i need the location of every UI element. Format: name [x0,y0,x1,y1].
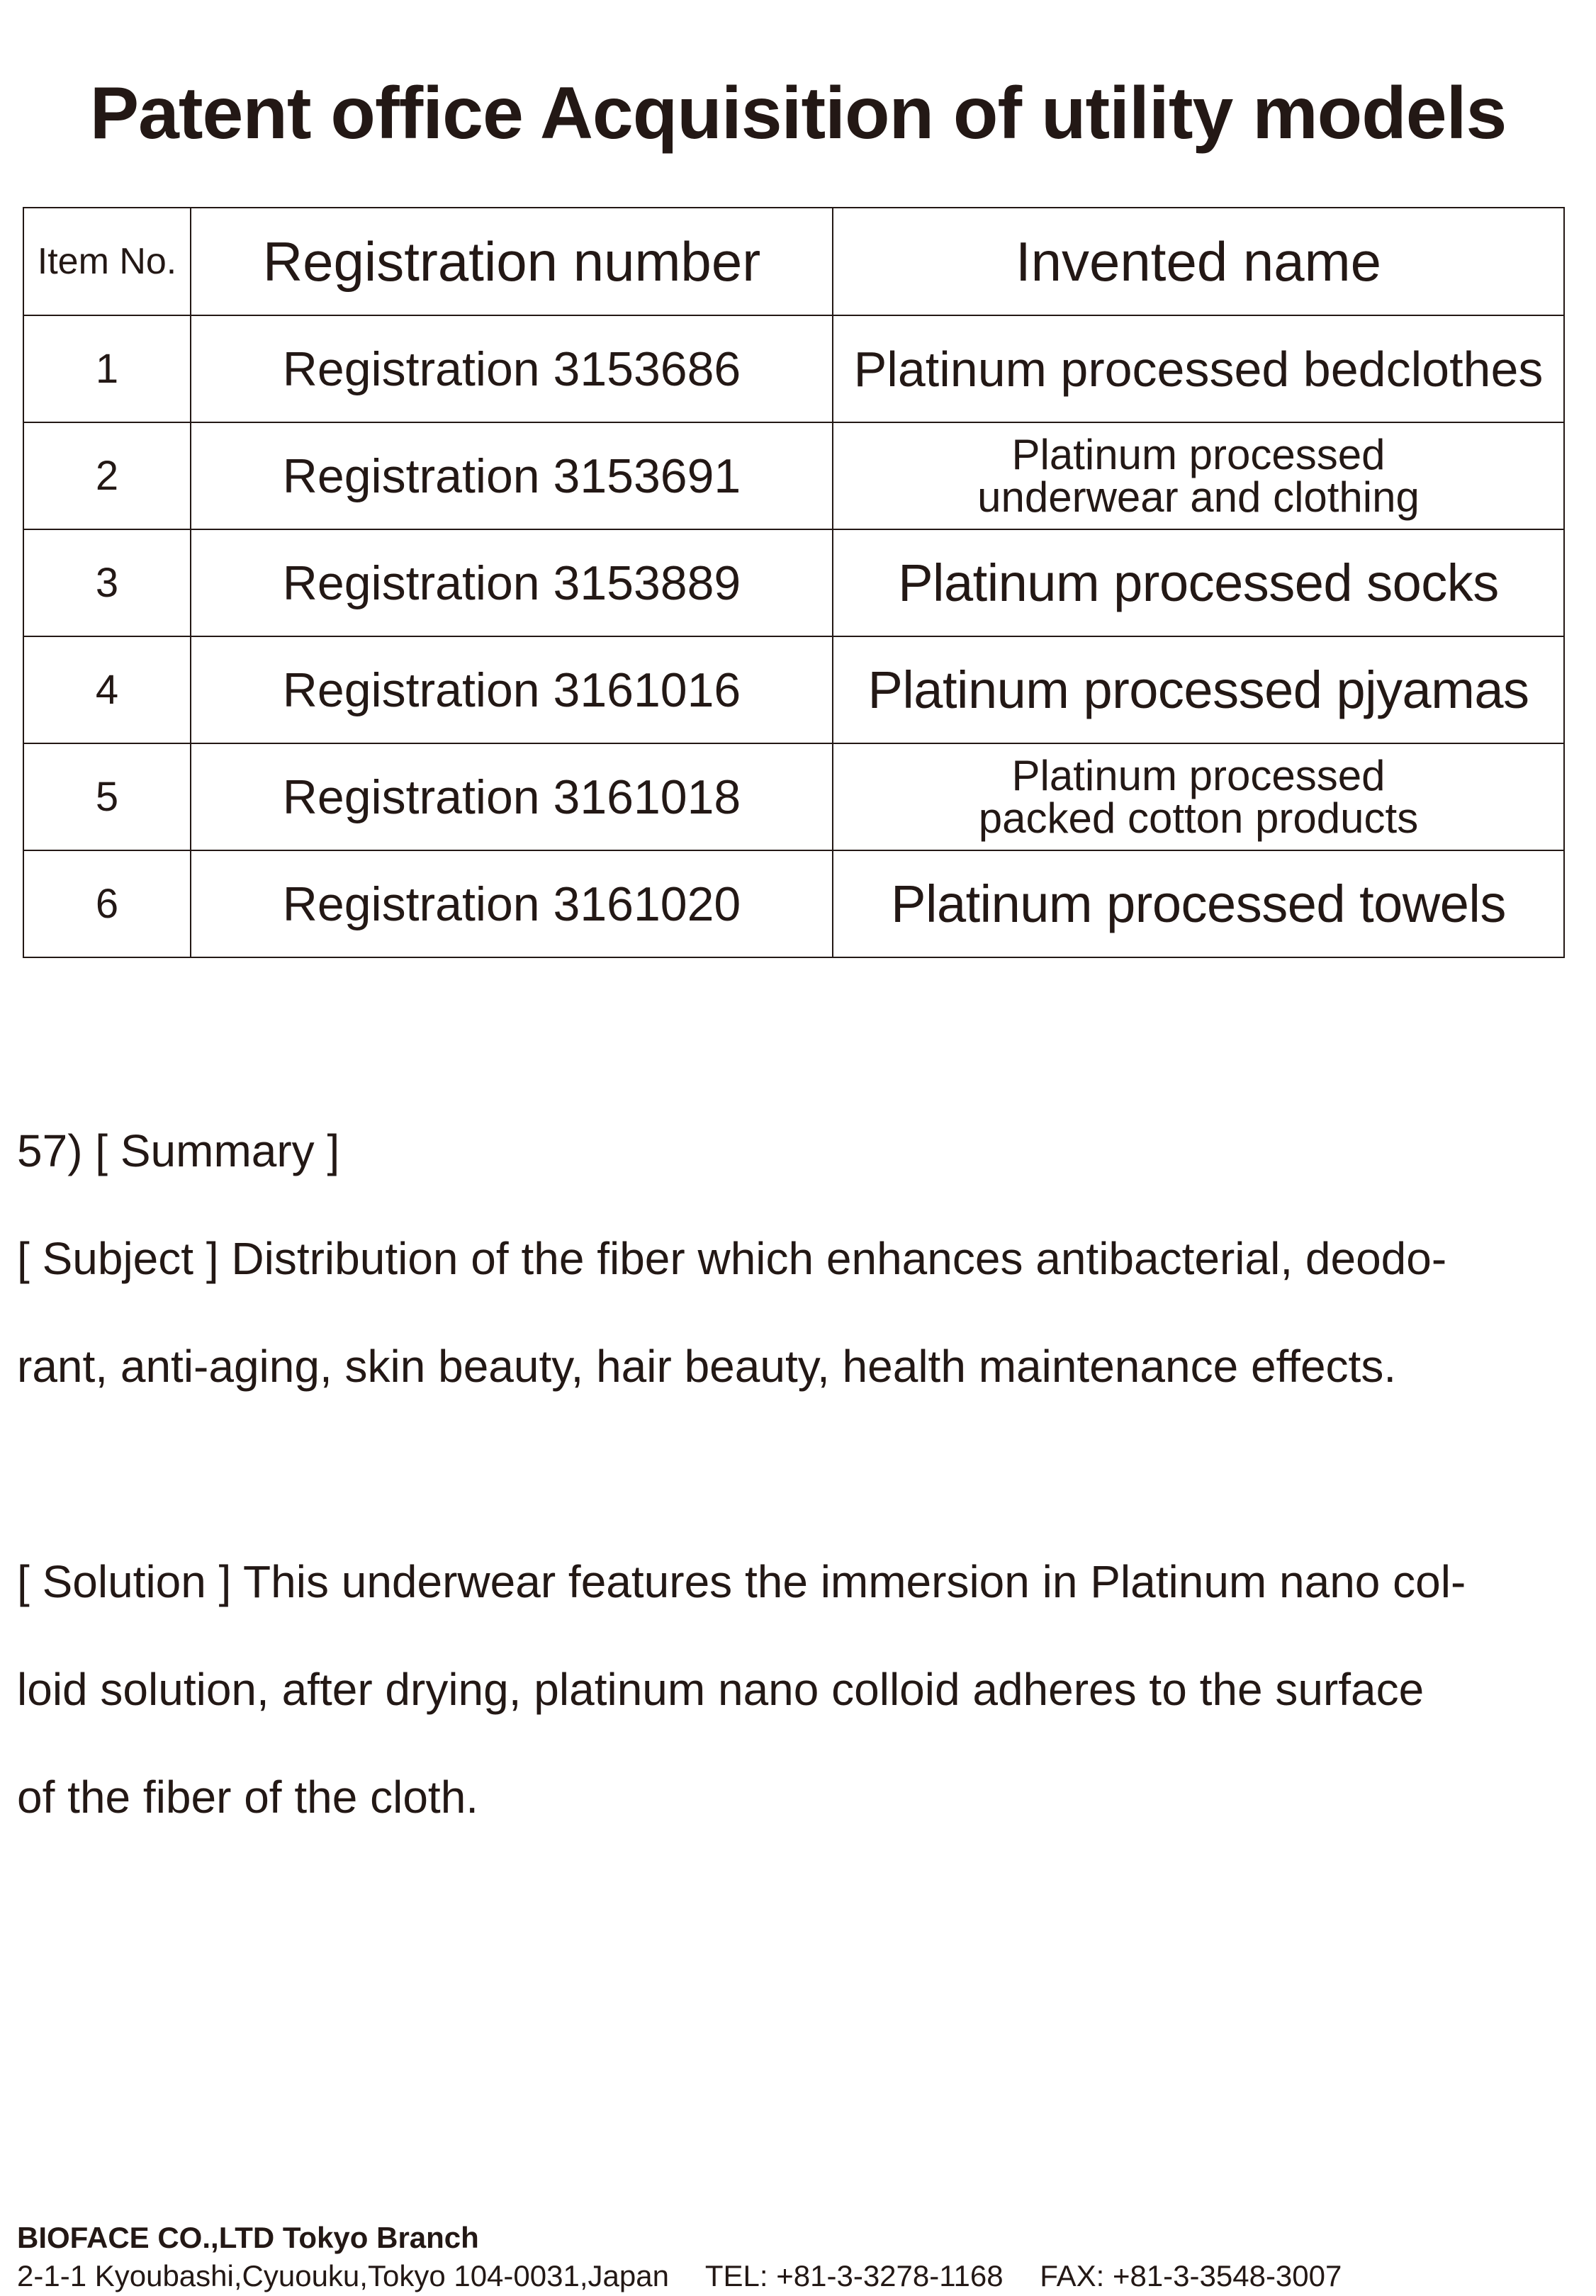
invented-name-cell [833,743,1564,850]
table-row [23,422,1564,529]
table-row [23,636,1564,743]
subject-line: rant, anti-aging, skin beauty, hair beauty, health maintenance effects. [17,1341,1397,1392]
invented-name-line-2: packed cotton products [978,794,1419,842]
registration-cell: Registration 3153691 [191,422,833,529]
header-registration-number: Registration number [191,208,833,315]
company-address: 2-1-1 Kyoubashi,Cyuouku,Tokyo 104-0031,Japan [17,2259,669,2292]
invented-name-cell [833,422,1564,529]
company-footer [17,2219,1576,2296]
contact-line [17,2256,1576,2296]
invented-name-line-1: Platinum processed [1011,430,1386,478]
solution-line: loid solution, after drying, platinum nano colloid adheres to the surface [17,1664,1424,1715]
item-no-cell: 3 [23,529,191,636]
header-item-no: Item No. [23,208,191,315]
registration-cell: Registration 3161016 [191,636,833,743]
registration-cell: Registration 3153889 [191,529,833,636]
table-row [23,850,1564,957]
paragraph-spacer [17,1420,1576,1528]
item-no-cell: 1 [23,315,191,422]
registration-cell: Registration 3153686 [191,315,833,422]
summary-section [17,1097,1576,1851]
company-fax: FAX: +81-3-3548-3007 [1040,2259,1342,2292]
table-row [23,743,1564,850]
invented-name-line-1: Platinum processed [1011,751,1386,799]
subject-line: [ Subject ] Distribution of the fiber which enhances antibacterial, deodo- [17,1233,1447,1284]
item-no-cell: 5 [23,743,191,850]
table-row [23,315,1564,422]
page-title: Patent office Acquisition of utility models [89,72,1507,154]
table-header-row [23,208,1564,315]
invented-name-cell: Platinum processed socks [833,529,1564,636]
registration-cell: Registration 3161018 [191,743,833,850]
solution-line: [ Solution ] This underwear features the immersion in Platinum nano col- [17,1556,1466,1607]
invented-name-line-2: underwear and clothing [977,473,1420,521]
invented-name-cell: Platinum processed bedclothes [833,315,1564,422]
invented-name-cell: Platinum processed pjyamas [833,636,1564,743]
summary-heading: 57) [ Summary ] [17,1125,340,1176]
registration-cell: Registration 3161020 [191,850,833,957]
company-name: BIOFACE CO.,LTD Tokyo Branch [17,2221,479,2254]
solution-line: of the fiber of the cloth. [17,1772,479,1823]
item-no-cell: 2 [23,422,191,529]
header-invented-name: Invented name [833,208,1564,315]
item-no-cell: 4 [23,636,191,743]
company-telephone: TEL: +81-3-3278-1168 [704,2259,1004,2292]
invented-name-cell: Platinum processed towels [833,850,1564,957]
registration-table [23,207,1565,958]
table-row [23,529,1564,636]
item-no-cell: 6 [23,850,191,957]
